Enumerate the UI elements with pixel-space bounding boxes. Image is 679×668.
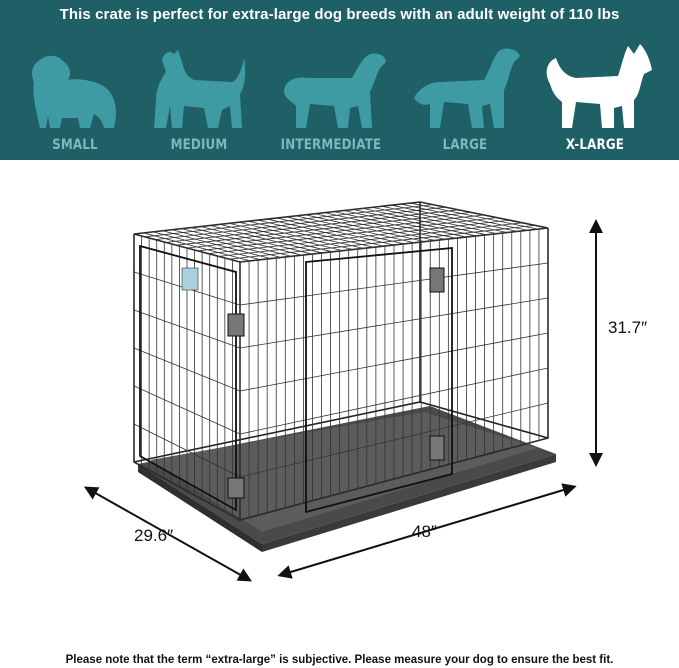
small-dog-icon (10, 40, 140, 135)
breed-x-large (530, 40, 660, 160)
medium-dog-icon (134, 40, 264, 135)
breed-intermediate (266, 40, 396, 160)
breed-label: SMALL (52, 137, 98, 153)
breed-medium (134, 40, 264, 160)
crate-label-tag (182, 268, 198, 290)
breed-label: INTERMEDIATE (280, 137, 382, 153)
breed-label: X-LARGE (565, 137, 625, 153)
breed-size-banner (0, 0, 679, 160)
intermediate-dog-icon (266, 40, 396, 135)
breed-label: MEDIUM (170, 137, 228, 153)
breed-large (400, 40, 530, 160)
large-dog-icon (400, 40, 530, 135)
width-dimension-label: 48″ (412, 522, 437, 541)
crate-illustration-area (0, 160, 679, 668)
breed-small (10, 40, 140, 160)
banner-headline: This crate is perfect for extra-large dog breeds with an adult weight of 110 lbs (59, 6, 620, 23)
breed-label: LARGE (442, 137, 488, 153)
depth-dimension-label: 29.6″ (134, 526, 174, 545)
x-large-dog-icon (530, 40, 660, 135)
sizing-disclaimer: Please note that the term “extra-large” is subjective. Please measure your dog to ensure the best fit. (65, 654, 614, 666)
dog-crate-illustration (0, 160, 679, 668)
height-dimension-label: 31.7″ (608, 318, 648, 337)
